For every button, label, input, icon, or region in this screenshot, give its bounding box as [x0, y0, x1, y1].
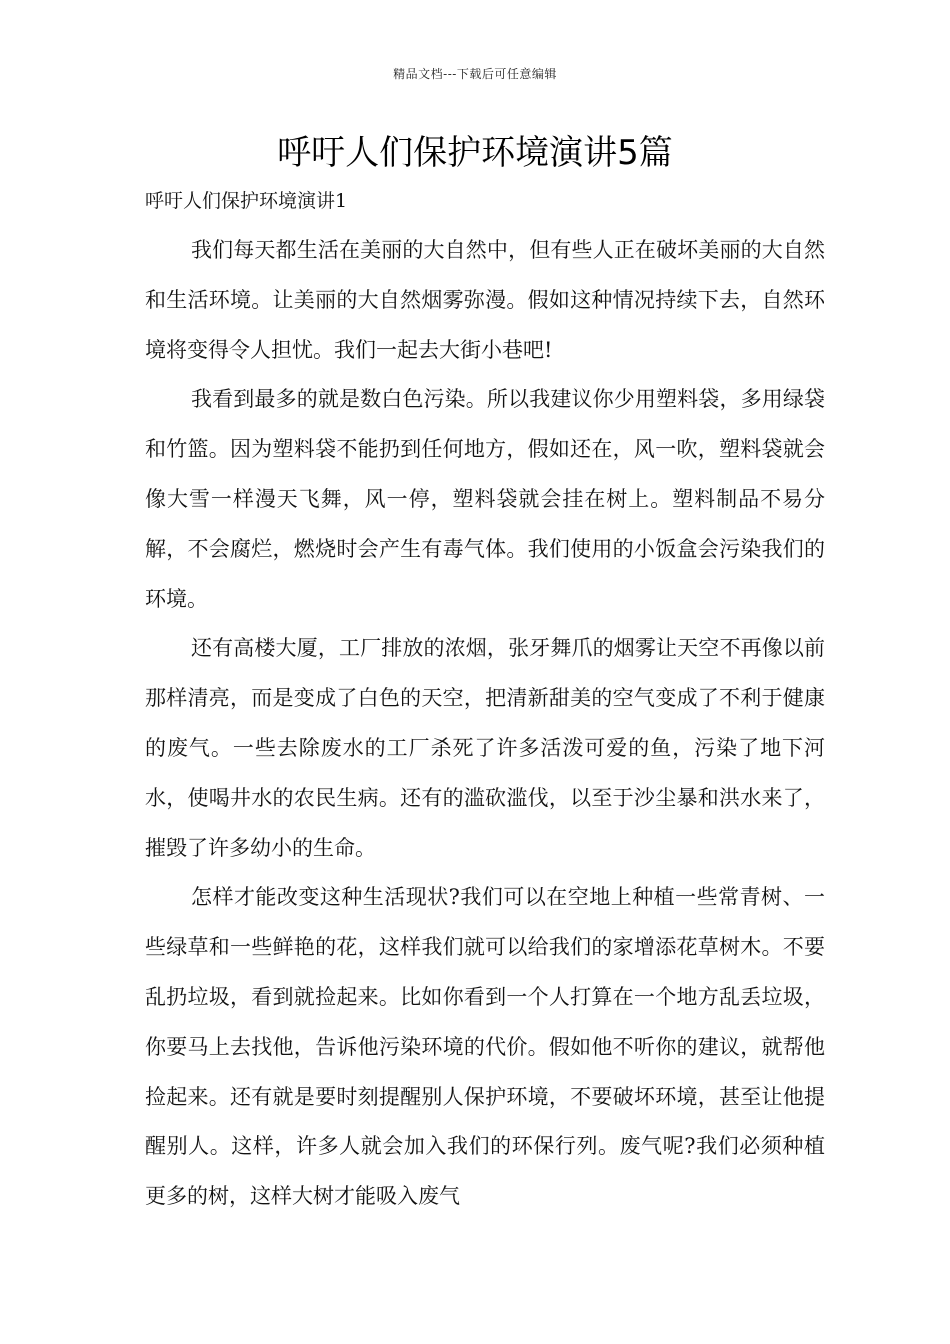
- header-note: 精品文档---下载后可任意编辑: [393, 67, 557, 81]
- paragraph-2: 我看到最多的就是数白色污染。所以我建议你少用塑料袋，多用绿袋和竹篮。因为塑料袋不能扔到任何地方，假如还在，风一吹，塑料袋就会像大雪一样漫天飞舞，风一停，塑料袋就会挂在树上。塑料制品不易分解，不会腐烂，燃烧时会产生有毒气体。我们使用的小饭盒会污染我们的环境。: [145, 387, 825, 611]
- paragraph-1: 我们每天都生活在美丽的大自然中，但有些人正在破坏美丽的大自然和生活环境。让美丽的大自然烟雾弥漫。假如这种情况持续下去，自然环境将变得令人担忧。我们一起去大街小巷吧!: [145, 238, 825, 362]
- section-heading: 呼吁人们保护环境演讲1: [145, 190, 348, 212]
- body-text: [145, 226, 825, 1222]
- paragraph-3: 还有高楼大厦，工厂排放的浓烟，张牙舞爪的烟雾让天空不再像以前那样清亮，而是变成了白色的天空，把清新甜美的空气变成了不利于健康的废气。一些去除废水的工厂杀死了许多活泼可爱的鱼，污染了地下河水，使喝井水的农民生病。还有的滥砍滥伐，以至于沙尘暴和洪水来了，摧毁了许多幼小的生命。: [145, 636, 825, 860]
- document-title: 呼吁人们保护环境演讲5篇: [277, 133, 673, 173]
- paragraph-4: 怎样才能改变这种生活现状?我们可以在空地上种植一些常青树、一些绿草和一些鲜艳的花，这样我们就可以给我们的家增添花草树木。不要乱扔垃圾，看到就捡起来。比如你看到一个人打算在一个地方乱丢垃圾，你要马上去找他，告诉他污染环境的代价。假如他不听你的建议，就帮他捡起来。还有就是要时刻提醒别人保护环境，不要破坏环境，甚至让他提醒别人。这样，许多人就会加入我们的环保行列。废气呢?我们必须种植更多的树，这样大树才能吸入废气: [145, 885, 825, 1209]
